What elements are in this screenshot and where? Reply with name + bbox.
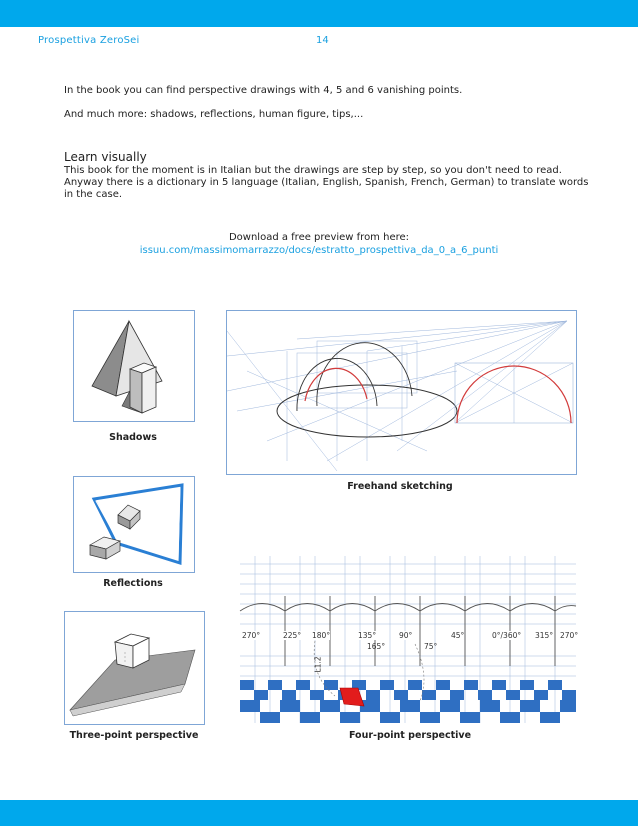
angle-0-360-label: 0°/360° — [492, 631, 522, 640]
angle-270b-label: 270° — [560, 631, 579, 640]
bottom-band — [0, 800, 638, 826]
page-number: 14 — [316, 35, 329, 46]
angle-270-label: 270° — [242, 631, 261, 640]
section-heading: Learn visually — [64, 150, 147, 164]
freehand-figure — [226, 310, 577, 475]
caption-freehand: Freehand sketching — [347, 481, 453, 492]
top-band — [0, 0, 638, 27]
caption-shadows: Shadows — [109, 432, 157, 443]
four-point-figure — [240, 556, 579, 723]
caption-reflections: Reflections — [103, 578, 163, 589]
download-link[interactable]: issuu.com/massimomarrazzo/docs/estratto_prospettiva_da_0_a_6_punti — [139, 245, 499, 256]
download-label: Download a free preview from here: — [228, 232, 410, 243]
freehand-sketch-drawing — [227, 311, 576, 474]
angle-225-label: 225° — [283, 631, 302, 640]
learn-body-line-1: This book for the moment is in Italian but the drawings are step by step, so you don't need to read. — [64, 165, 562, 176]
reflections-figure — [73, 476, 195, 573]
three-point-figure — [64, 611, 205, 725]
learn-body-line-2: Anyway there is a dictionary in 5 language (Italian, English, Spanish, French, German) to translate words — [64, 177, 589, 188]
angle-75-label: 75° — [424, 642, 438, 651]
angle-315-label: 315° — [535, 631, 554, 640]
angle-90-label: 90° — [399, 631, 413, 640]
angle-135-label: 135° — [358, 631, 377, 640]
caption-four-point: Four-point perspective — [348, 730, 472, 741]
angle-180-label: 180° — [312, 631, 331, 640]
angle-165-label: 165° — [367, 642, 386, 651]
dimension-label: L1.2 — [313, 656, 323, 673]
running-title: Prospettiva ZeroSei — [38, 35, 140, 46]
learn-body-line-3: in the case. — [64, 189, 123, 200]
angle-45-label: 45° — [451, 631, 465, 640]
pyramid-shadow-drawing — [74, 311, 194, 421]
intro-line-1: In the book you can find perspective drawings with 4, 5 and 6 vanishing points. — [64, 85, 463, 96]
intro-line-2: And much more: shadows, reflections, human figure, tips,... — [64, 109, 364, 120]
three-point-drawing — [65, 612, 204, 724]
mirror-reflection-drawing — [74, 477, 194, 572]
shadows-figure — [73, 310, 195, 422]
caption-three-point: Three-point perspective — [69, 730, 199, 741]
